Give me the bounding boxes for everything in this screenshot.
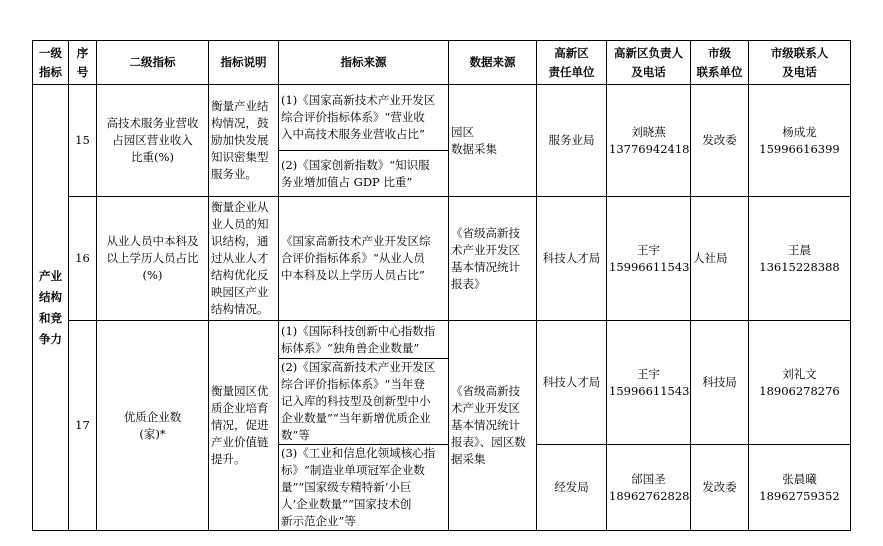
header-city-contact: 市级联系人 及电话 (749, 41, 851, 85)
responsible-unit: 经发局 (537, 445, 607, 531)
indicator-source: (1)《国家高新技术产业开发区 综合评价指标体系》“营业收 入中高技术服务业营收占比” (279, 85, 449, 151)
city-unit: 科技局 (691, 321, 749, 445)
row-no: 16 (69, 197, 97, 321)
responsible-contact: 刘晓燕 13776942418 (607, 85, 691, 197)
city-unit: 发改委 (691, 445, 749, 531)
header-city-unit: 市级 联系单位 (691, 41, 749, 85)
row-no: 15 (69, 85, 97, 197)
indicator-description: 衡量产业结 构情况，鼓 励加快发展 知识密集型 服务业。 (209, 85, 279, 197)
header-contact: 高新区负责人 及电话 (607, 41, 691, 85)
table-row (33, 321, 851, 359)
responsible-unit: 科技人才局 (537, 321, 607, 445)
responsible-contact: 王宇 15996611543 (607, 321, 691, 445)
indicator-name: 高技术服务业营收 占园区营业收入 比重(%) (97, 85, 209, 197)
indicator-source: (1)《国际科技创新中心指数指 标体系》“独角兽企业数量” (279, 321, 449, 359)
row-no: 17 (69, 321, 97, 531)
responsible-unit: 科技人才局 (537, 197, 607, 321)
city-contact: 杨成龙 15996616399 (749, 85, 851, 197)
city-unit: 发改委 (691, 85, 749, 197)
responsible-contact: 邰国圣 18962762828 (607, 445, 691, 531)
city-unit: 人社局 (691, 197, 749, 321)
category-cell: 产业 结构 和竞 争力 (33, 85, 69, 531)
header-data-source: 数据来源 (449, 41, 537, 85)
indicator-source: (2)《国家创新指数》“知识服 务业增加值占 GDP 比重” (279, 151, 449, 197)
table-row (33, 197, 851, 321)
indicator-name: 从业人员中本科及 以上学历人员占比 (%) (97, 197, 209, 321)
indicator-description: 衡量园区优 质企业培育 情况，促进 产业价值链 提升。 (209, 321, 279, 531)
indicator-source: 《国家高新技术产业开发区综 合评价指标体系》“从业人员 中本科及以上学历人员占比” (279, 197, 449, 321)
header-level2: 二级指标 (97, 41, 209, 85)
header-source: 指标来源 (279, 41, 449, 85)
city-contact: 王晨 13615228388 (749, 197, 851, 321)
data-source: 《省级高新技 术产业开发区 基本情况统计 报表》、园区数 据采集 (449, 321, 537, 531)
city-contact: 张晨曦 18962759352 (749, 445, 851, 531)
header-no: 序 号 (69, 41, 97, 85)
responsible-unit: 服务业局 (537, 85, 607, 197)
data-source: 《省级高新技 术产业开发区 基本情况统计 报表》 (449, 197, 537, 321)
indicator-source: (2)《国家高新技术产业开发区 综合评价指标体系》“当年登 记入库的科技型及创新型中小 企业数量”“当年新增优质企业 数”等 (279, 359, 449, 445)
header-level1: 一级 指标 (33, 41, 69, 85)
table-row (33, 85, 851, 151)
indicator-description: 衡量企业从 业人员的知 识结构，通 过从业人才 结构优化反 映园区产业 结构情况。 (209, 197, 279, 321)
responsible-contact: 王宇 15996611543 (607, 197, 691, 321)
indicator-name: 优质企业数 (家)* (97, 321, 209, 531)
header-unit: 高新区 责任单位 (537, 41, 607, 85)
header-row (33, 41, 851, 85)
data-source: 园区 数据采集 (449, 85, 537, 197)
indicator-source: (3)《工业和信息化领域核心指 标》“制造业单项冠军企业数 量”“国家级专精特新‘小巨 人’企业数量”“国家技术创 新示范企业”等 (279, 445, 449, 531)
indicator-table (32, 40, 851, 531)
header-description: 指标说明 (209, 41, 279, 85)
city-contact: 刘礼文 18906278276 (749, 321, 851, 445)
